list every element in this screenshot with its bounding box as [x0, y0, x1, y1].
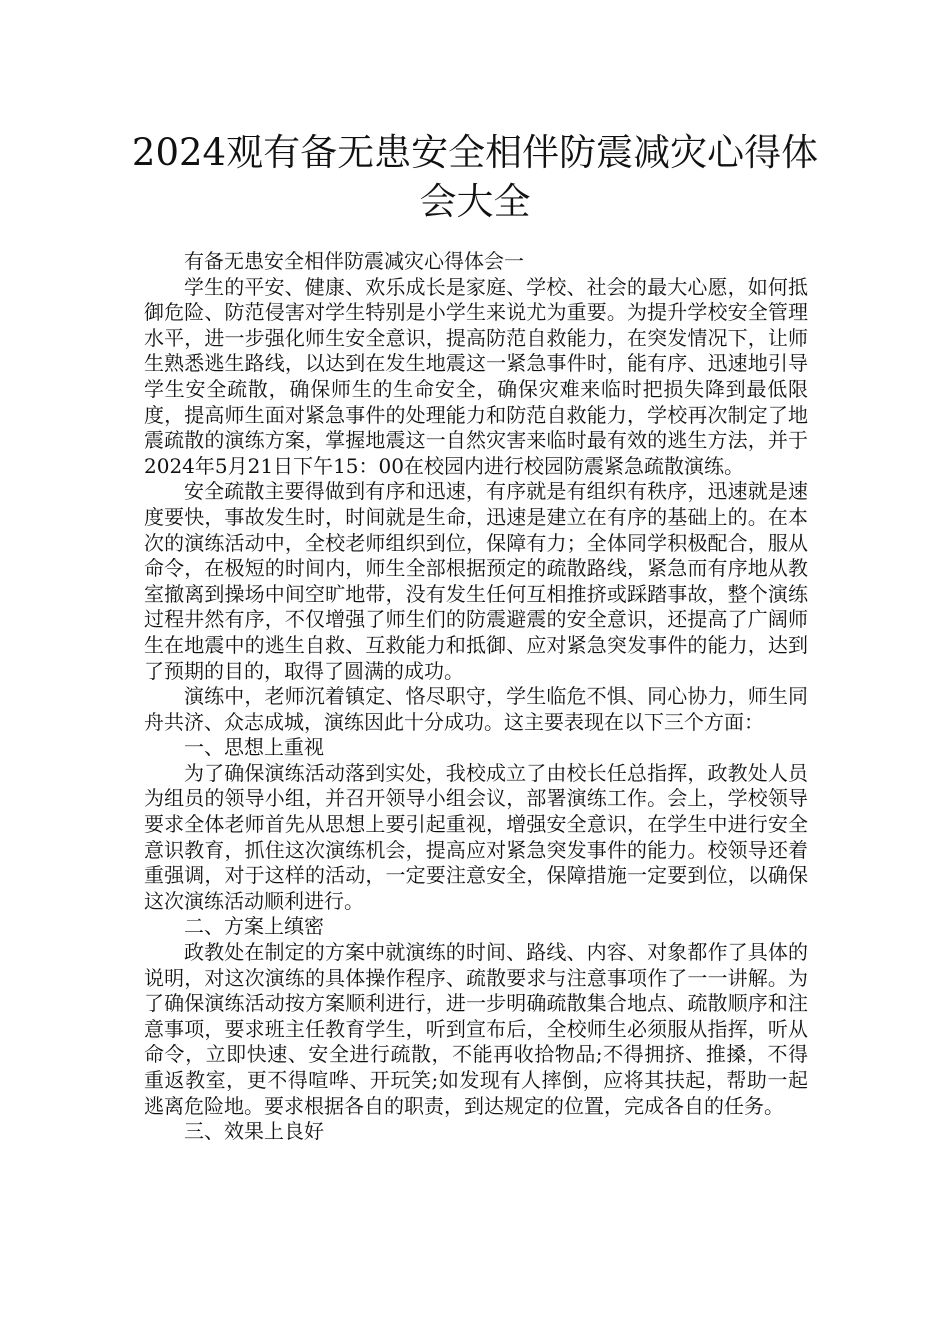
paragraph: 演练中，老师沉着镇定、恪尽职守，学生临危不惧、同心协力，师生同舟共济、众志成城，演练因此十分成功。这主要表现在以下三个方面： — [144, 684, 808, 734]
paragraph: 政教处在制定的方案中就演练的时间、路线、内容、对象都作了具体的说明，对这次演练的具体操作程序、疏散要求与注意事项作了一一讲解。为了确保演练活动按方案顺利进行，进一步明确疏散集合地点、疏散顺序和注意事项，要求班主任教育学生，听到宣布后，全校师生必须服从指挥，听从命令，立即快速、安全进行疏散，不能再收拾物品;不得拥挤、推搡，不得重返教室，更不得喧哗、开玩笑;如发现有人摔倒，应将其扶起，帮助一起逃离危险地。要求根据各自的职责，到达规定的位置，完成各自的任务。 — [144, 940, 808, 1118]
document-body — [144, 249, 808, 1145]
document-title: 2024观有备无患安全相伴防震减灾心得体会大全 — [131, 131, 819, 223]
section-heading: 二、方案上缜密 — [184, 914, 324, 939]
paragraph: 为了确保演练活动落到实处，我校成立了由校长任总指挥，政教处人员为组员的领导小组，并召开领导小组会议，部署演练工作。会上，学校领导要求全体老师首先从思想上要引起重视，增强安全意识，在学生中进行安全意识教育，抓住这次演练机会，提高应对紧急突发事件的能力。校领导还着重强调，对于这样的活动，一定要注意安全，保障措施一定要到位，以确保这次演练活动顺利进行。 — [144, 760, 808, 913]
section-heading: 一、思想上重视 — [184, 735, 324, 760]
paragraph: 学生的平安、健康、欢乐成长是家庭、学校、社会的最大心愿，如何抵御危险、防范侵害对学生特别是小学生来说尤为重要。为提升学校安全管理水平，进一步强化师生安全意识，提高防范自救能力，在突发情况下，让师生熟悉逃生路线，以达到在发生地震这一紧急事件时，能有序、迅速地引导学生安全疏散，确保师生的生命安全，确保灾难来临时把损失降到最低限度，提高师生面对紧急事件的处理能力和防范自救能力，学校再次制定了地震疏散的演练方案，掌握地震这一自然灾害来临时最有效的逃生方法，并于2024年5月21日下午15：00在校园内进行校园防震紧急疏散演练。 — [144, 274, 808, 478]
paragraph-subtitle: 有备无患安全相伴防震减灾心得体会一 — [184, 249, 524, 273]
section-heading: 三、效果上良好 — [184, 1119, 324, 1144]
paragraph: 安全疏散主要得做到有序和迅速，有序就是有组织有秩序，迅速就是速度要快，事故发生时，时间就是生命，迅速是建立在有序的基础上的。在本次的演练活动中，全校老师组织到位，保障有力；全体同学积极配合，服从命令，在极短的时间内，师生全部根据预定的疏散路线，紧急而有序地从教室撤离到操场中间空旷地带，没有发生任何互相推挤或踩踏事故，整个演练过程井然有序，不仅增强了师生们的防震避震的安全意识，还提高了广阔师生在地震中的逃生自救、互救能力和抵御、应对紧急突发事件的能力，达到了预期的目的，取得了圆满的成功。 — [144, 479, 808, 683]
